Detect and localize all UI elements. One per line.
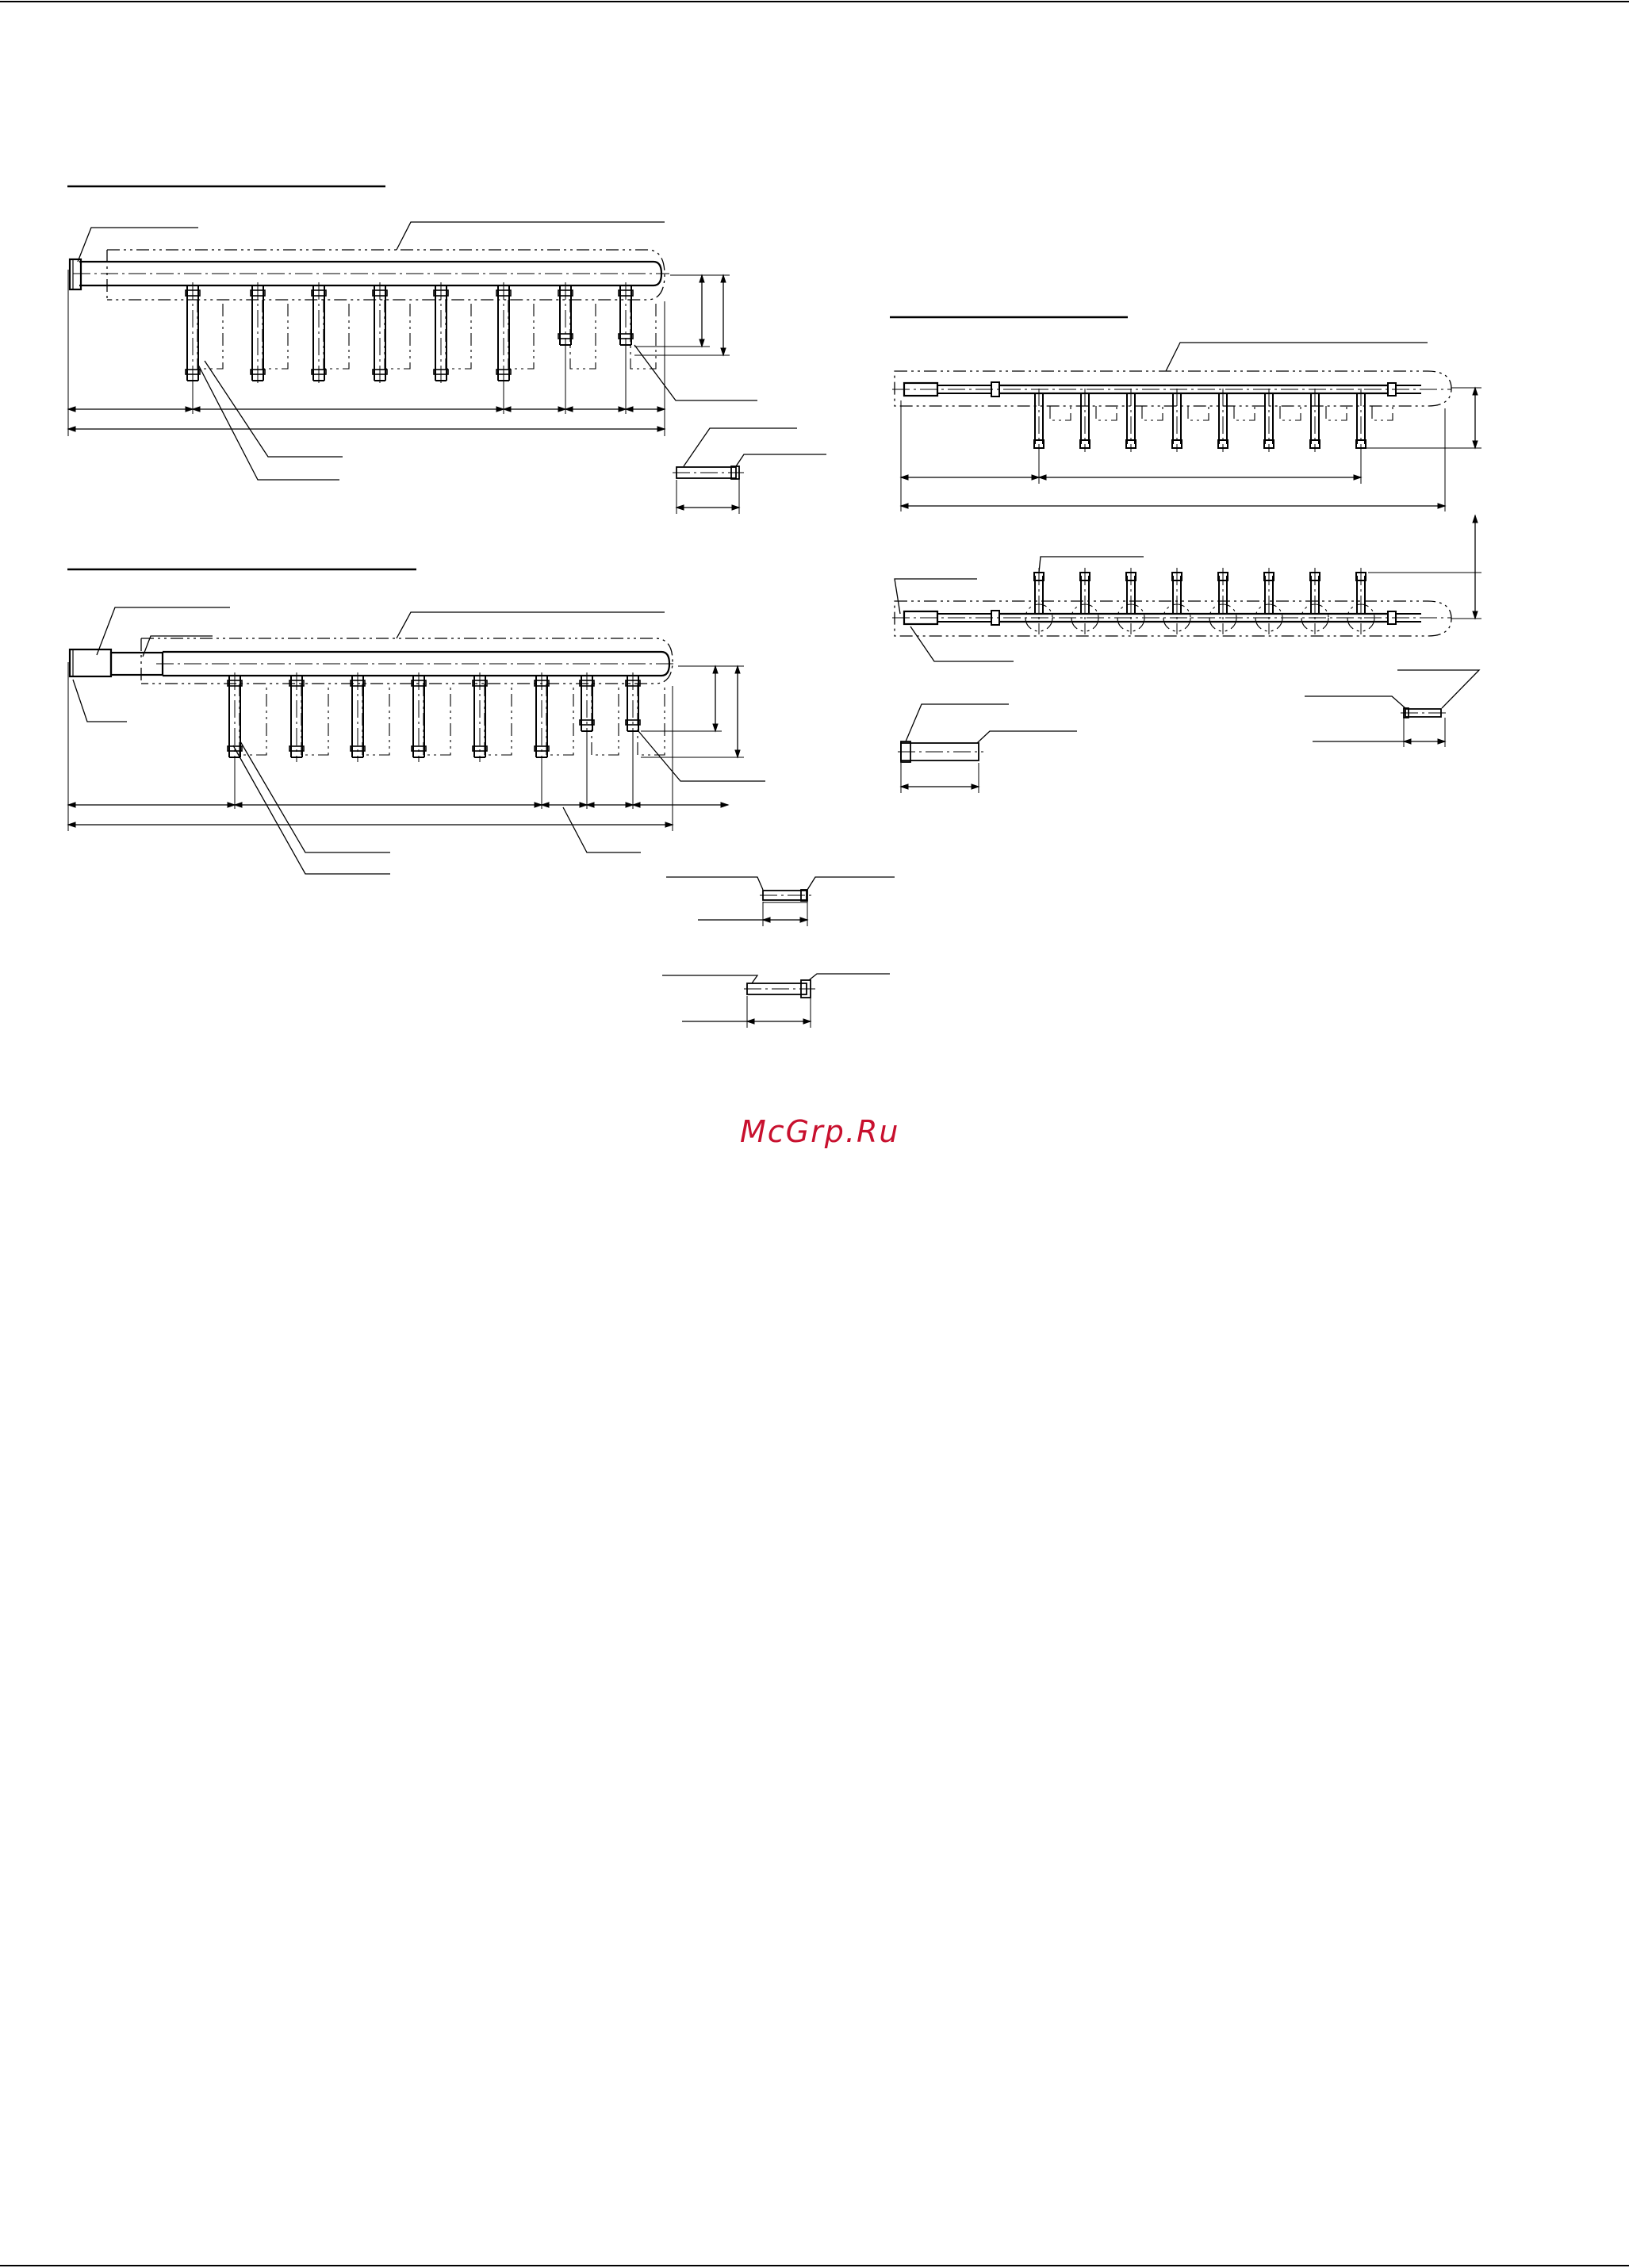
dim-h-3-arrow-left [587, 803, 594, 807]
dim-v-height-arrow-bottom [1473, 441, 1478, 448]
adapter-a1-dim-arrow-left [677, 505, 684, 510]
dim-h-0-arrow-left [68, 803, 75, 807]
dim-h-4-arrow-left [633, 803, 640, 807]
header-kit-b-front-view [67, 569, 765, 874]
leader-line-3 [397, 612, 665, 638]
adapter-pipe-details [662, 428, 1479, 1028]
inlet-fitting [70, 259, 81, 289]
dim-v-6-arrow-top [700, 275, 704, 282]
adapter-b2-leader-1 [662, 975, 757, 983]
dim-v-7-arrow-bottom [721, 348, 726, 355]
adapter-b2-dim-arrow-left [747, 1019, 754, 1024]
comb-phantom-tooth [1234, 406, 1255, 420]
leader-line-6 [240, 741, 390, 852]
comb-phantom-tooth [1050, 406, 1071, 420]
leader-line-2 [910, 626, 1014, 661]
dim-v-6-arrow-bottom [700, 339, 704, 347]
dim-v-offset-arrow-bottom [1473, 611, 1478, 619]
dim-h-inlet-arrow-left [901, 475, 908, 480]
dim-v-6-arrow-top [713, 666, 718, 673]
comb-phantom-tooth [1326, 406, 1347, 420]
dim-v-6-arrow-bottom [713, 724, 718, 731]
dim-h-branches-arrow-left [1039, 475, 1046, 480]
header-kit-a-front-view [67, 186, 757, 480]
leader-line-2 [73, 680, 127, 722]
comb-phantom-tooth [1280, 406, 1301, 420]
comb-phantom-tooth [1372, 406, 1393, 420]
dim-h-overall-arrow-right [1438, 504, 1445, 508]
inlet-reducer [111, 653, 163, 675]
dim-v-offset-arrow-top [1473, 515, 1478, 523]
inlet-fitting [70, 649, 111, 676]
leader-line-2 [634, 345, 757, 400]
dim-h-5-arrow-right [657, 427, 665, 431]
dim-h-1-arrow-left [193, 407, 200, 412]
leader-line-5 [563, 807, 641, 852]
dim-h-3-arrow-left [565, 407, 573, 412]
leader-line-1 [397, 222, 665, 250]
dim-v-7-arrow-top [735, 666, 740, 673]
dim-h-4-arrow-right [721, 803, 728, 807]
comb-phantom-tooth [197, 300, 223, 369]
comb-phantom-tooth [1188, 406, 1209, 420]
comb-phantom-tooth [301, 684, 328, 755]
dim-h-overall-arrow-left [901, 504, 908, 508]
leader-line-0 [1166, 343, 1428, 371]
dim-v-height-arrow-top [1473, 388, 1478, 395]
leader-line-0 [78, 228, 198, 262]
comb-phantom-tooth [424, 684, 450, 755]
comb-phantom-tooth [592, 684, 619, 755]
comb-phantom-tooth [508, 300, 534, 369]
dim-h-0-arrow-left [68, 407, 75, 412]
leader-line-1 [895, 579, 977, 614]
adapter-a1-leader-2 [736, 454, 826, 466]
adapter-b2-dim-arrow-right [803, 1019, 811, 1024]
leader-line-4 [638, 731, 765, 781]
dim-h-4-arrow-left [626, 407, 633, 412]
adapter-a1-dim-arrow-right [732, 505, 739, 510]
comb-phantom-tooth [263, 300, 288, 369]
dim-h-1-arrow-left [235, 803, 242, 807]
dim-v-7-arrow-top [721, 275, 726, 282]
comb-phantom-tooth [570, 300, 596, 369]
comb-phantom-tooth [546, 684, 573, 755]
dim-h-5-arrow-left [68, 427, 75, 431]
leader-line-7 [233, 745, 390, 874]
adapter-c1-leader-1 [1305, 696, 1405, 708]
adapter-c1-leader-2 [1397, 670, 1479, 708]
adapter-b1-dim-arrow-right [800, 918, 807, 922]
comb-phantom-tooth [362, 684, 389, 755]
watermark: McGrp.Ru [740, 1114, 900, 1149]
adapter-b2-leader-2 [809, 974, 890, 980]
header-kit-c-top-view [892, 515, 1481, 661]
header-kit-c-front-view [890, 317, 1481, 511]
comb-phantom-tooth [1142, 406, 1163, 420]
dim-h-4-arrow-right [657, 407, 665, 412]
comb-phantom-tooth [1096, 406, 1117, 420]
leader-line-4 [198, 365, 339, 480]
dim-h-5-arrow-right [665, 822, 673, 827]
comb-phantom-tooth [638, 684, 665, 755]
leader-line-0 [97, 607, 230, 655]
dim-h-2-arrow-left [542, 803, 549, 807]
adapter-c1-dim-arrow-left [1404, 739, 1411, 744]
adapter-b1-leader-1 [666, 877, 763, 890]
dim-h-5-arrow-left [68, 822, 75, 827]
comb-phantom-tooth [631, 300, 656, 369]
comb-phantom-tooth [324, 300, 349, 369]
comb-phantom-tooth [485, 684, 512, 755]
adapter-c2-leader-2 [977, 731, 1077, 743]
adapter-c2-dim-arrow-right [972, 784, 979, 789]
adapter-c2-dim-arrow-left [901, 784, 908, 789]
dim-h-2-arrow-left [504, 407, 511, 412]
dim-h-branches-arrow-right [1354, 475, 1361, 480]
adapter-c2-leader-1 [906, 704, 1009, 741]
adapter-b1-leader-2 [807, 877, 895, 890]
comb-phantom-tooth [240, 684, 266, 755]
comb-phantom-tooth [446, 300, 471, 369]
leader-line-0 [1039, 557, 1144, 573]
comb-phantom-tooth [385, 300, 410, 369]
adapter-b1-dim-arrow-left [763, 918, 770, 922]
adapter-c1-dim-arrow-right [1438, 739, 1445, 744]
dim-v-7-arrow-bottom [735, 750, 740, 757]
